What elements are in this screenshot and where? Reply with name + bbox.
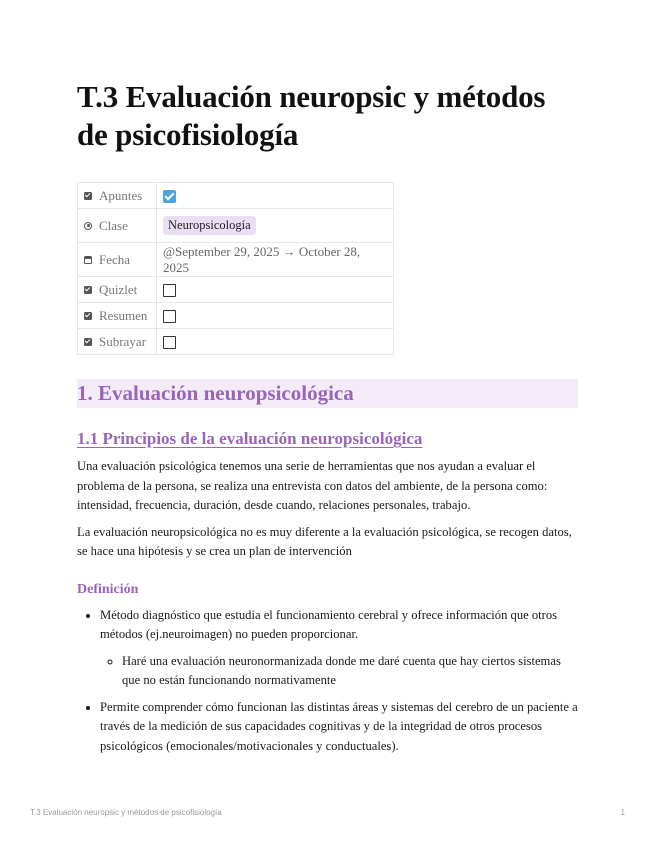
property-row-clase — [78, 209, 394, 243]
property-row-apuntes — [78, 183, 394, 209]
resumen-checkbox[interactable] — [163, 310, 176, 323]
footer-title: T.3 Evaluación neuropsic y métodos de psicofisiología — [30, 808, 222, 817]
clase-tag[interactable]: Neuropsicología — [163, 216, 256, 235]
page-title: T.3 Evaluación neuropsic y métodos de psicofisiología — [77, 79, 546, 152]
properties-table — [77, 182, 394, 355]
list-item: • Método diagnóstico que estudia el funcionamiento cerebral y ofrece información que otros métodos (ej.neuroimagen) no pueden proporcionar. ◦ Haré una evaluación neuronormanizada donde me daré cuenta que hay ciertos sistemas que no están funcionando normativamente — [100, 606, 578, 691]
list-item: ◦ Haré una evaluación neuronormanizada donde me daré cuenta que hay ciertos sistemas que no están funcionando normativamente — [122, 652, 578, 691]
property-label: Clase — [99, 217, 128, 233]
property-row-fecha — [78, 243, 394, 277]
property-row-resumen — [78, 303, 394, 329]
definition-heading: Definición — [77, 581, 139, 597]
subrayar-checkbox[interactable] — [163, 336, 176, 349]
page-content — [77, 78, 578, 763]
property-row-quizlet — [78, 277, 394, 303]
property-label: Apuntes — [99, 187, 143, 203]
paragraph: Una evaluación psicológica tenemos una serie de herramientas que nos ayudan a evaluar el problema de la persona, se realiza una entrevista con datos del ambiente, de la persona como: intensidad, frecuencia, duración, desde cuando, relaciones personales, trabajo. — [77, 459, 548, 512]
page-number: 1 — [620, 808, 625, 817]
section-heading: 1. Evaluación neuropsicológica — [77, 379, 578, 408]
checkbox-icon — [84, 286, 92, 294]
property-label: Fecha — [99, 251, 131, 267]
apuntes-checkbox[interactable] — [163, 190, 176, 203]
calendar-icon — [84, 256, 92, 264]
property-row-subrayar — [78, 329, 394, 355]
checkbox-icon — [84, 338, 92, 346]
property-label: Subrayar — [99, 333, 146, 349]
target-icon — [84, 222, 92, 230]
subsection-heading[interactable]: 1.1 Principios de la evaluación neuropsicológica — [77, 429, 423, 448]
nested-list — [100, 652, 578, 691]
definition-list — [77, 606, 578, 757]
quizlet-checkbox[interactable] — [163, 284, 176, 297]
checkbox-icon — [84, 312, 92, 320]
paragraph: La evaluación neuropsicológica no es muy diferente a la evaluación psicológica, se recogen datos, se hace una hipótesis y se crea un plan de intervención — [77, 524, 572, 558]
fecha-value[interactable]: @September 29, 2025 → October 28, 2025 — [163, 243, 361, 275]
checkbox-icon — [84, 192, 92, 200]
property-label: Quizlet — [99, 281, 138, 297]
list-item: • Permite comprender cómo funcionan las distintas áreas y sistemas del cerebro de un paciente a través de la medición de sus capacidades cognitivas y de la integridad de otros procesos psicológicos (emocionales/motivacionales y conductuales). — [100, 698, 578, 757]
page-footer — [30, 808, 625, 817]
property-label: Resumen — [99, 307, 148, 323]
